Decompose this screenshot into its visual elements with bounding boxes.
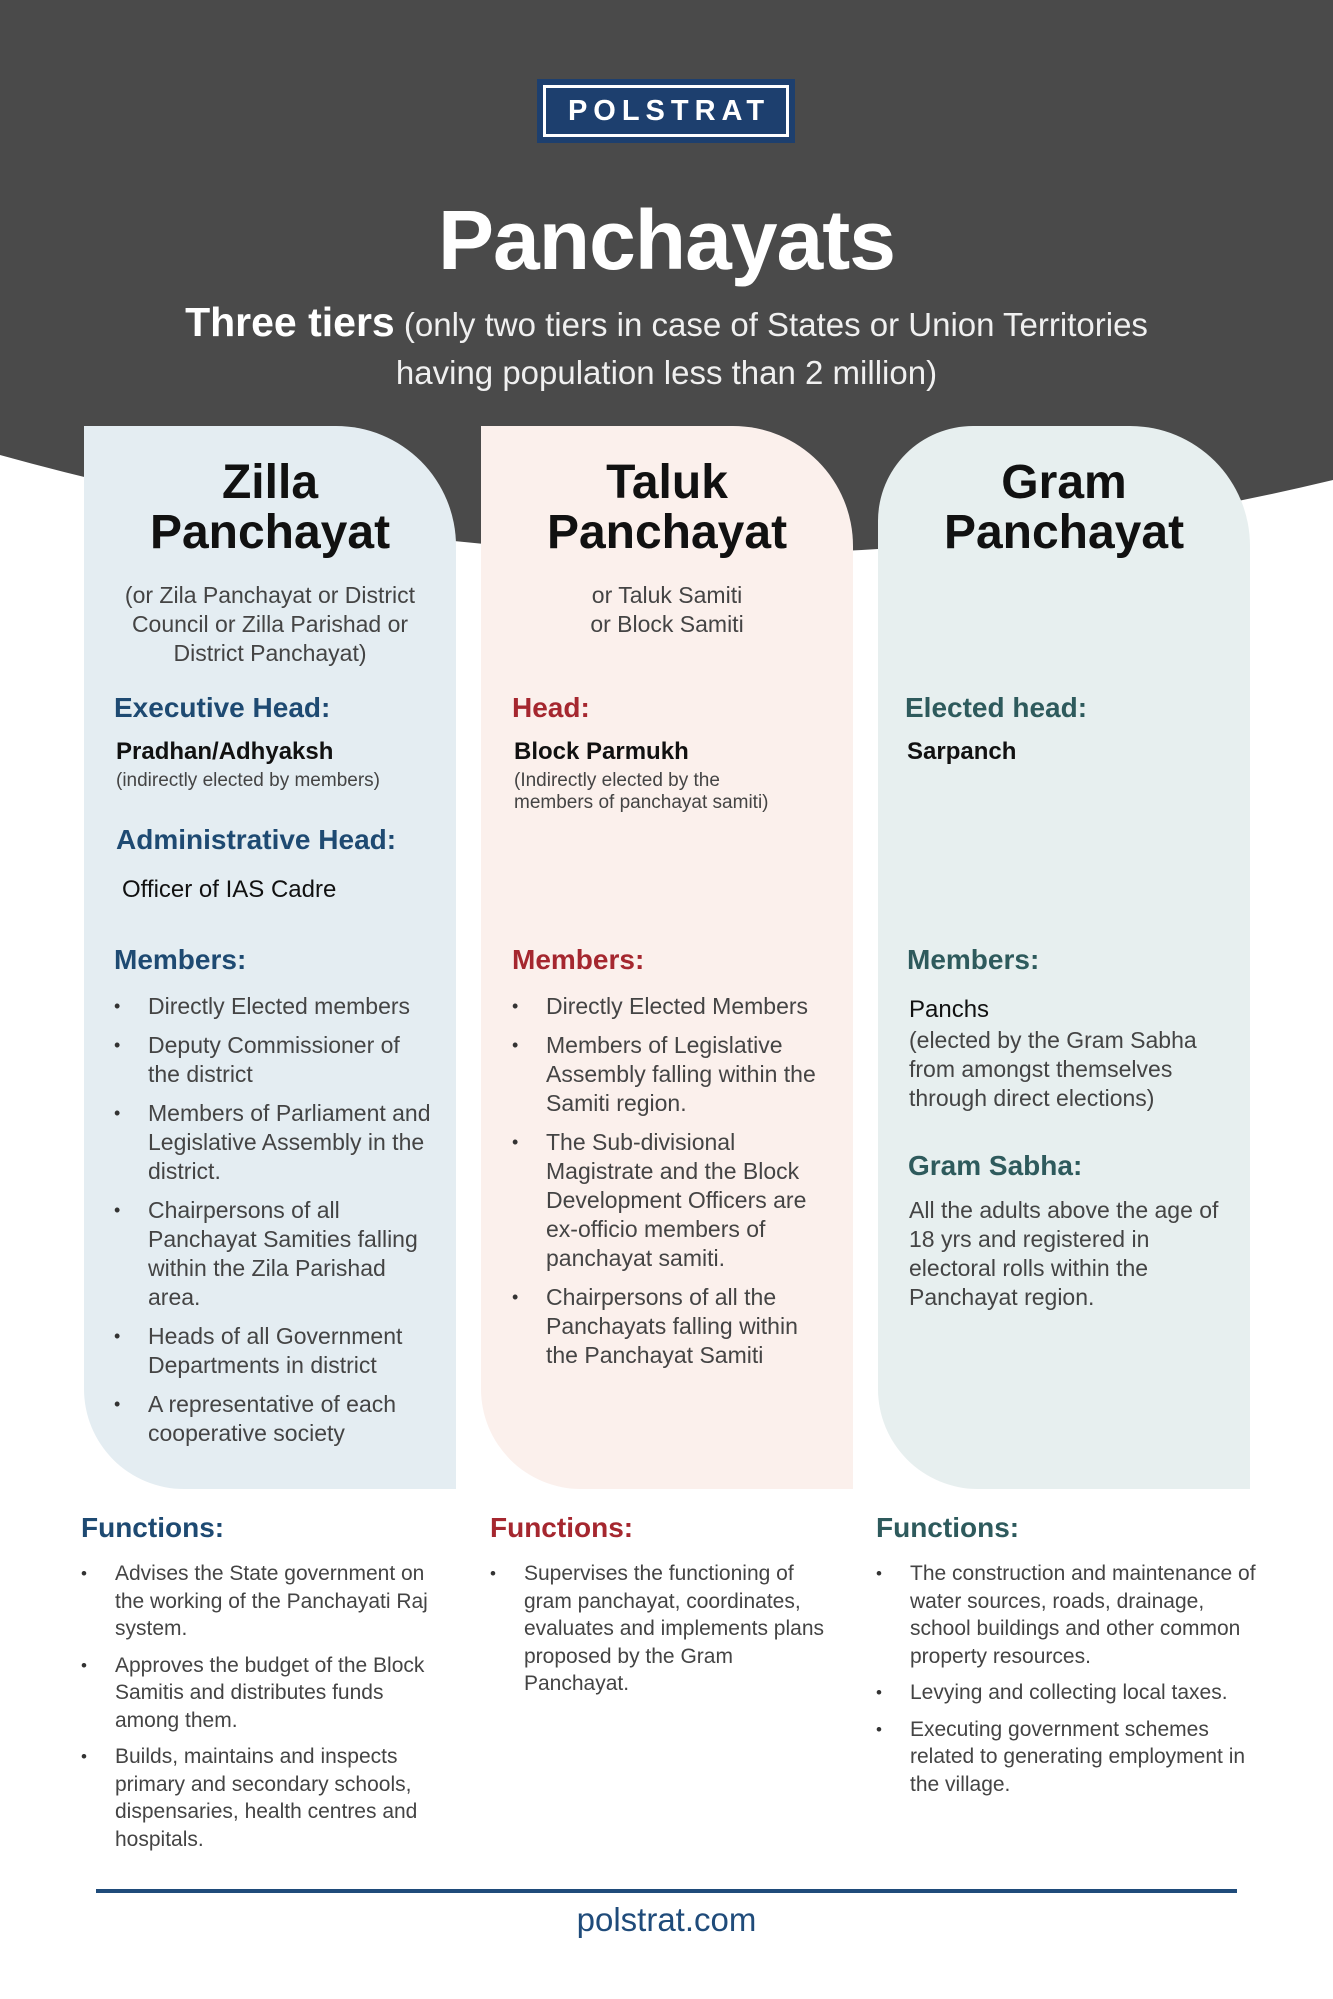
zilla-admin-head-name: Officer of IAS Cadre [122,876,337,903]
gram-sabha-label: Gram Sabha: [908,1150,1083,1181]
list-item: • Levying and collecting local taxes. [876,1679,1258,1707]
zilla-members-list [114,992,434,1448]
list-item: • Builds, maintains and inspects primary and secondary schools, dispensaries, health centres and hospitals. [81,1743,441,1853]
gram-sabha-line: electoral rolls within the [909,1255,1149,1281]
list-item: • Directly Elected Members [512,992,832,1021]
zilla-alternate-names [84,581,456,668]
list-item: • The construction and maintenance of water sources, roads, drainage, school buildings and other common property resources. [876,1560,1258,1670]
gram-title-line1: Gram [1001,456,1127,509]
list-item: • The Sub-divisional Magistrate and the Block Development Officers are ex-officio members of panchayat samiti. [512,1128,832,1273]
taluk-head-note-line: members of panchayat samiti) [514,792,769,813]
list-item: • Directly Elected members [114,992,434,1021]
footer-divider [96,1889,1237,1893]
gram-members-note [909,1026,1197,1113]
page-title: Panchayats [438,193,895,287]
list-item: • Chairpersons of all Panchayat Samities falling within the Zila Parishad area. [114,1196,434,1312]
zilla-members-label: Members: [114,944,247,975]
list-item: • Chairpersons of all the Panchayats falling within the Panchayat Samiti [512,1283,832,1370]
zilla-aka-line: Council or Zilla Parishad or [131,611,409,637]
taluk-members-label: Members: [512,944,645,975]
gram-panchayat-card [878,426,1250,1489]
taluk-panchayat-card [481,426,853,1489]
logo-text: POLSTRAT [543,85,789,137]
zilla-exec-head-name: Pradhan/Adhyaksh [116,738,334,765]
taluk-head-label: Head: [512,692,590,723]
gram-members-note-line: from amongst themselves [909,1056,1173,1082]
zilla-functions-label: Functions: [81,1512,225,1543]
zilla-title-line2: Panchayat [149,506,391,559]
taluk-functions-list [490,1560,840,1698]
zilla-admin-head-label: Administrative Head: [116,824,397,855]
gram-functions-list [876,1560,1258,1798]
taluk-alternate-names [481,581,853,639]
subtitle-bold: Three tiers [185,299,395,345]
list-item: • Advises the State government on the working of the Panchayati Raj system. [81,1560,441,1643]
list-item: • A representative of each cooperative society [114,1390,434,1448]
zilla-aka-line: (or Zila Panchayat or District [124,582,416,608]
subtitle-rest: (only two tiers in case of States or Union Territories having population less than 2 million) [394,306,1148,391]
list-item: • Approves the budget of the Block Samitis and distributes funds among them. [81,1652,441,1735]
taluk-title [481,458,853,558]
zilla-panchayat-card [84,426,456,1489]
gram-title [878,458,1250,558]
gram-sabha-line: All the adults above the age of [909,1197,1219,1223]
gram-sabha-line: 18 yrs and registered in [909,1226,1150,1252]
gram-sabha-text [909,1196,1218,1312]
gram-functions-label: Functions: [876,1512,1020,1543]
taluk-head-name: Block Parmukh [514,738,689,765]
gram-head-label: Elected head: [905,692,1088,723]
gram-members-note-line: through direct elections) [909,1085,1155,1111]
page-subtitle [160,298,1173,397]
zilla-title [84,458,456,558]
taluk-head-note [514,770,769,814]
list-item: • Heads of all Government Departments in district [114,1322,434,1380]
list-item: • Members of Parliament and Legislative Assembly in the district. [114,1099,434,1186]
list-item: • Deputy Commissioner of the district [114,1031,434,1089]
gram-members-label: Members: [907,944,1040,975]
zilla-exec-head-label: Executive Head: [114,692,331,723]
taluk-members-list [512,992,832,1370]
taluk-functions-label: Functions: [490,1512,634,1543]
gram-head-name: Sarpanch [907,738,1017,765]
list-item: • Executing government schemes related to generating employment in the village. [876,1716,1258,1799]
taluk-title-line1: Taluk [606,456,728,509]
taluk-head-note-line: (Indirectly elected by the [514,770,720,791]
taluk-title-line2: Panchayat [546,506,788,559]
zilla-aka-line: District Panchayat) [173,640,367,666]
zilla-exec-head-note: (indirectly elected by members) [116,770,380,791]
gram-members-note-line: (elected by the Gram Sabha [909,1027,1197,1053]
footer-website-link[interactable]: polstrat.com [576,1901,757,1938]
gram-members-name: Panchs [909,996,990,1023]
list-item: • Members of Legislative Assembly falling within the Samiti region. [512,1031,832,1118]
gram-title-line2: Panchayat [943,506,1185,559]
taluk-aka-line: or Block Samiti [590,611,744,637]
zilla-functions-list [81,1560,441,1853]
taluk-aka-line: or Taluk Samiti [591,582,743,608]
polstrat-logo [537,79,795,143]
zilla-title-line1: Zilla [221,456,319,509]
gram-sabha-line: Panchayat region. [909,1284,1095,1310]
list-item: • Supervises the functioning of gram panchayat, coordinates, evaluates and implements plans proposed by the Gram Panchayat. [490,1560,840,1698]
